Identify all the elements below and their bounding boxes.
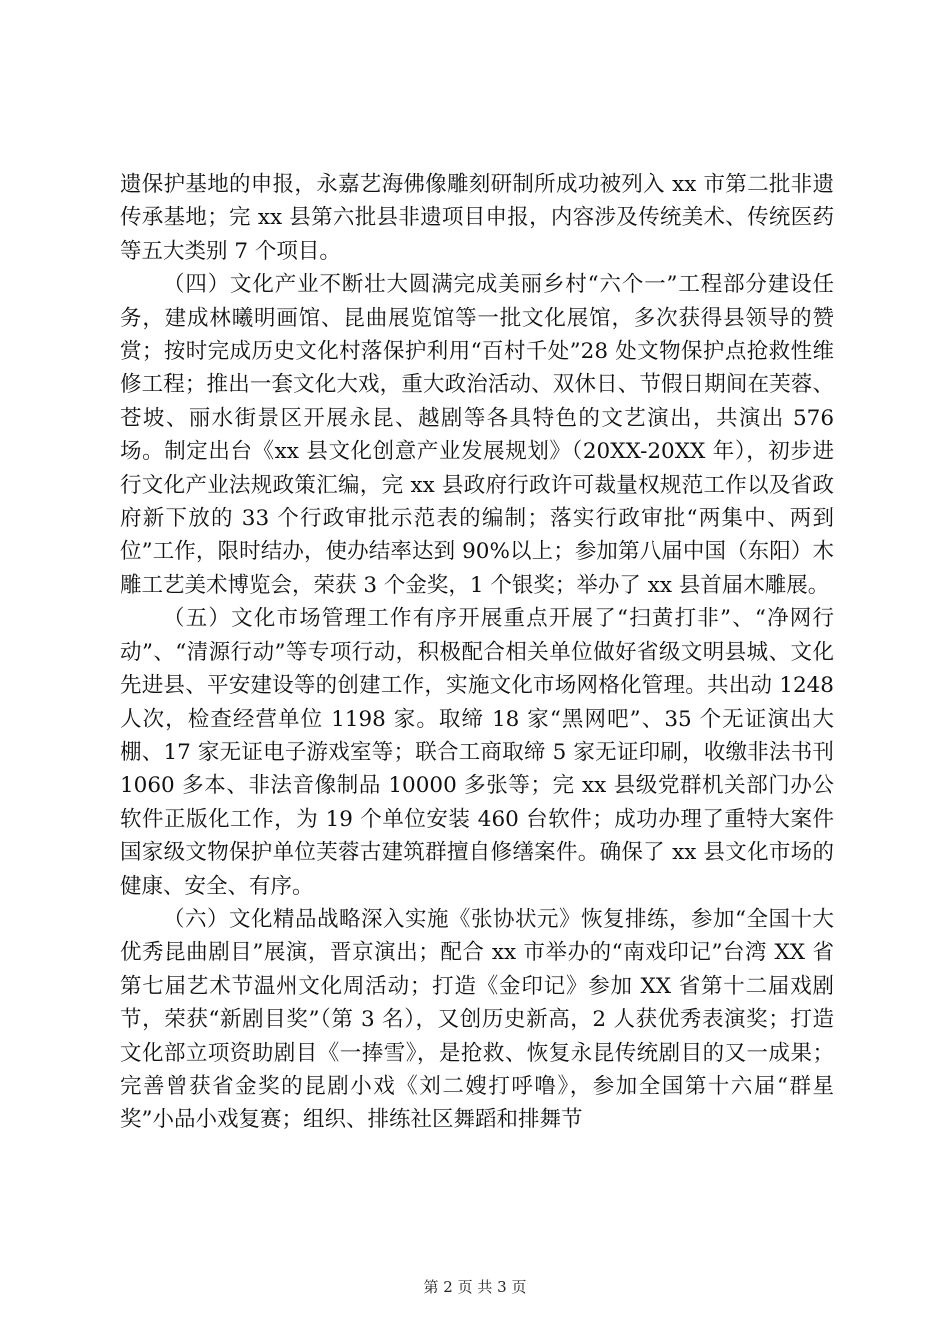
paragraph-market-management: （五）文化市场管理工作有序开展重点开展了“扫黄打非”、“净网行动”、“清源行动”等专项行动，积极配合相关单位做好省级文明县城、文化先进县、平安建设等的创建工作，实施文化市场网格化管理。共出动 1248 人次，检查经营单位 1198 家。取缔 18 家“黑网吧”、35 个无证演出大棚、17 家无证电子游戏室等；联合工商取缔 5 家无证印刷，收缴非法书刊 1060 多本、非法音像制品 10000 多张等；完 xx 县级党群机关部门办公软件正版化工作，为 19 个单位安装 460 台软件；成功办理了重特大案件国家级文物保护单位芙蓉古建筑群擅自修缮案件。确保了 xx 县文化市场的健康、安全、有序。 [120, 606, 834, 899]
document-body [120, 168, 834, 1137]
paragraph-continuation: 遗保护基地的申报，永嘉艺海佛像雕刻研制所成功被列入 xx 市第二批非遗传承基地；完 xx 县第六批县非遗项目申报，内容涉及传统美术、传统医药等五大类别 7 个项目。 [120, 172, 834, 264]
page-footer [0, 1276, 950, 1297]
paragraph-cultural-industry: （四）文化产业不断壮大圆满完成美丽乡村“六个一”工程部分建设任务，建成林曦明画馆、昆曲展览馆等一批文化展馆，多次获得县领导的赞赏；按时完成历史文化村落保护利用“百村千处”28 处文物保护点抢救性维修工程；推出一套文化大戏，重大政治活动、双休日、节假日期间在芙蓉、苍坡、丽水街景区开展永昆、越剧等各具特色的文艺演出，共演出 576 场。制定出台《xx 县文化创意产业发展规划》（20XX-20XX 年），初步进行文化产业法规政策汇编，完 xx 县政府行政许可裁量权规范工作以及省政府新下放的 33 个行政审批示范表的编制；落实行政审批“两集中、两到位”工作，限时结办，使办结率达到 90%以上；参加第八届中国（东阳）木雕工艺美术博览会，荣获 3 个金奖，1 个银奖；举办了 xx 县首届木雕展。 [120, 272, 834, 598]
paragraph-boutique-strategy: （六）文化精品战略深入实施《张协状元》恢复排练，参加“全国十大优秀昆曲剧目”展演，晋京演出；配合 xx 市举办的“南戏印记”台湾 XX 省第七届艺术节温州文化周活动；打造《金印记》参加 XX 省第十二届戏剧节，荣获“新剧目奖”（第 3 名），又创历史新高，2 人获优秀表演奖；打造文化部立项资助剧目《一捧雪》，是抢救、恢复永昆传统剧目的又一成果；完善曾获省金奖的昆剧小戏《刘二嫂打呼噜》，参加全国第十六届“群星奖”小品小戏复赛；组织、排练社区舞蹈和排舞节 [120, 906, 834, 1133]
page-number-label: 第 2 页 共 3 页 [423, 1278, 527, 1296]
